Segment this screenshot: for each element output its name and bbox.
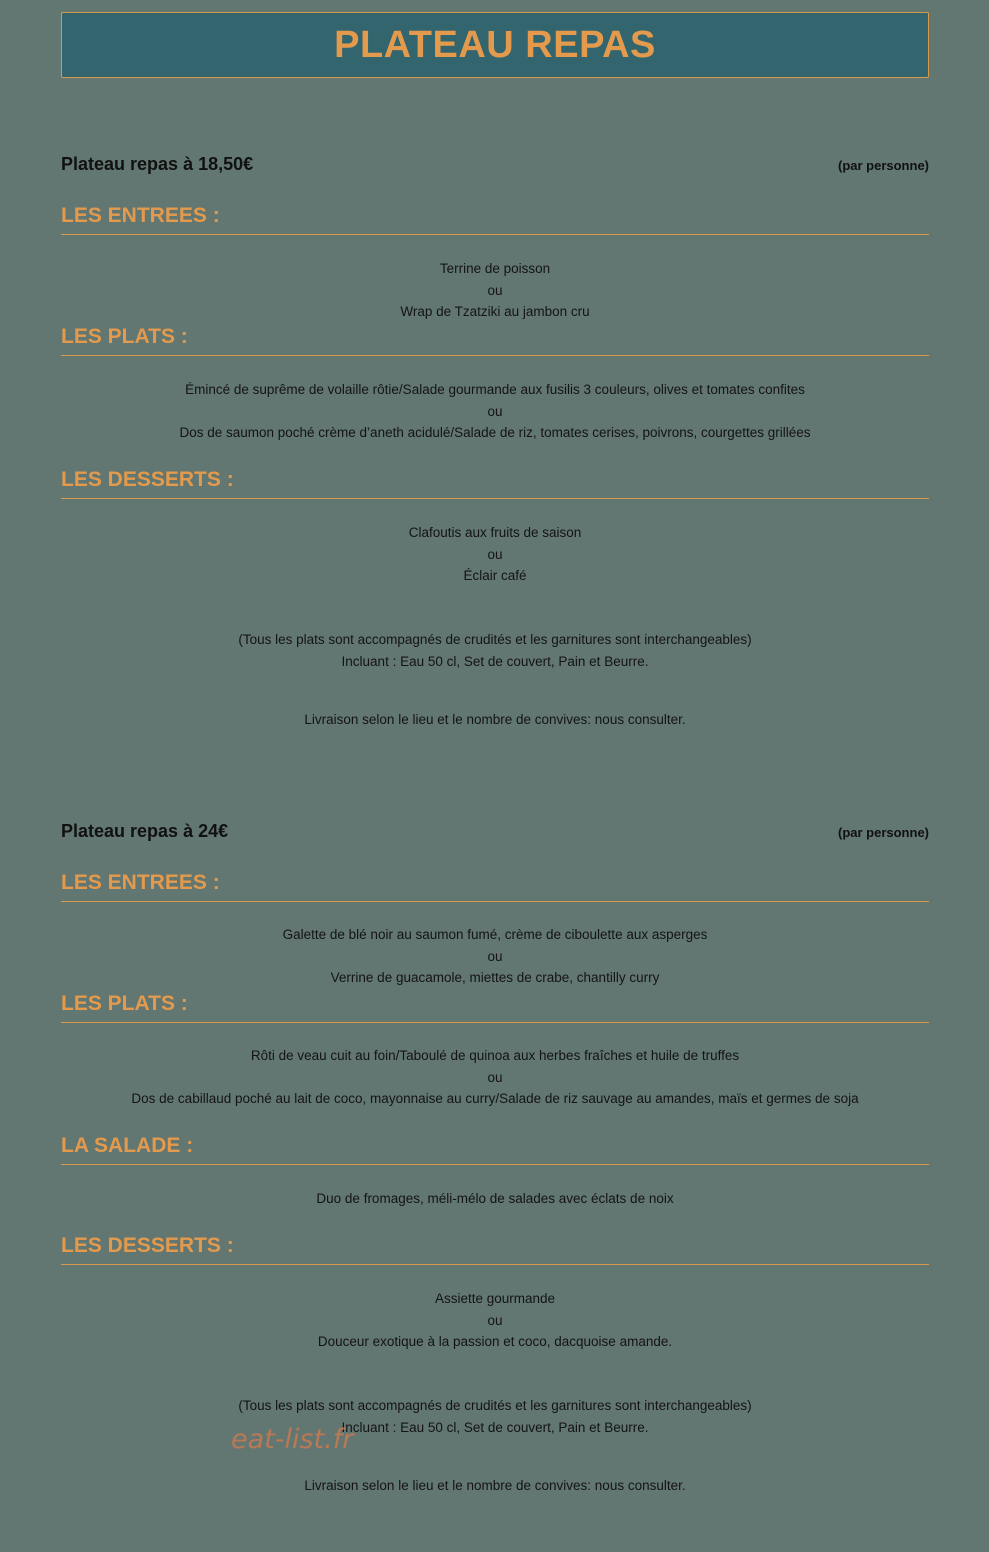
title-banner	[61, 12, 929, 78]
menu-item-or: ou	[487, 1312, 503, 1328]
menu-item: Wrap de Tzatziki au jambon cru	[400, 304, 590, 319]
delivery-note: Livraison selon le lieu et le nombre de convives: nous consulter.	[304, 1478, 686, 1493]
menu-item: Dos de saumon poché crème d’aneth acidulé/Salade de riz, tomates cerises, poivrons, courgettes grillées	[179, 425, 811, 440]
watermark-logo: eat-list.fr	[231, 1424, 354, 1455]
menu-item-or: ou	[487, 403, 503, 419]
menu-item: Galette de blé noir au saumon fumé, crème de ciboulette aux asperges	[282, 927, 708, 942]
menu-item: Dos de cabillaud poché au lait de coco, mayonnaise au curry/Salade de riz sauvage au amandes, maïs et germes de soja	[131, 1091, 859, 1106]
section-items	[61, 924, 929, 989]
section-heading: LES PLATS :	[61, 990, 929, 1023]
note-line: Incluant : Eau 50 cl, Set de couvert, Pain et Beurre.	[341, 653, 649, 669]
offer-title: Plateau repas à 18,50€	[61, 154, 254, 174]
menu-item: Clafoutis aux fruits de saison	[408, 525, 582, 540]
menu-item-or: ou	[487, 1069, 503, 1085]
section-items	[61, 1188, 929, 1210]
section-heading: LA SALADE :	[61, 1132, 929, 1165]
section-heading: LES ENTREES :	[61, 869, 929, 902]
section-items	[61, 1045, 929, 1110]
menu-item-or: ou	[487, 546, 503, 562]
menu-item: Assiette gourmande	[434, 1291, 556, 1306]
note-line: (Tous les plats sont accompagnés de crudités et les garnitures sont interchangeables)	[238, 1398, 752, 1413]
menu-item: Terrine de poisson	[439, 261, 551, 276]
menu-item: Duo de fromages, méli-mélo de salades avec éclats de noix	[316, 1191, 674, 1206]
note-line: (Tous les plats sont accompagnés de crudités et les garnitures sont interchangeables)	[238, 632, 752, 647]
menu-item: Émincé de suprême de volaille rôtie/Salade gourmande aux fusilis 3 couleurs, olives et tomates confites	[185, 382, 805, 397]
section-items	[61, 379, 929, 444]
offer-notes	[61, 629, 929, 672]
page-title: PLATEAU REPAS	[334, 23, 656, 66]
menu-item: Rôti de veau cuit au foin/Taboulé de quinoa aux herbes fraîches et huile de truffes	[250, 1048, 740, 1063]
offer-title: Plateau repas à 24€	[61, 821, 229, 841]
section-heading: LES DESSERTS :	[61, 466, 929, 499]
menu-item: Douceur exotique à la passion et coco, dacquoise amande.	[317, 1334, 673, 1349]
section-items	[61, 258, 929, 323]
offer-header	[61, 821, 929, 842]
section-heading: LES ENTREES :	[61, 202, 929, 235]
note-line: Incluant : Eau 50 cl, Set de couvert, Pain et Beurre.	[341, 1419, 649, 1435]
section-heading: LES DESSERTS :	[61, 1232, 929, 1265]
section-items	[61, 1288, 929, 1353]
delivery-note: Livraison selon le lieu et le nombre de convives: nous consulter.	[304, 712, 686, 727]
offer-header	[61, 154, 929, 175]
per-person-label: (par personne)	[837, 825, 929, 840]
section-heading: LES PLATS :	[61, 323, 929, 356]
menu-item: Verrine de guacamole, miettes de crabe, chantilly curry	[330, 970, 660, 985]
section-items	[61, 522, 929, 587]
menu-item-or: ou	[487, 948, 503, 964]
per-person-label: (par personne)	[837, 158, 929, 173]
menu-item: Éclair café	[463, 568, 527, 583]
offer-notes	[61, 1395, 929, 1438]
menu-item-or: ou	[487, 282, 503, 298]
